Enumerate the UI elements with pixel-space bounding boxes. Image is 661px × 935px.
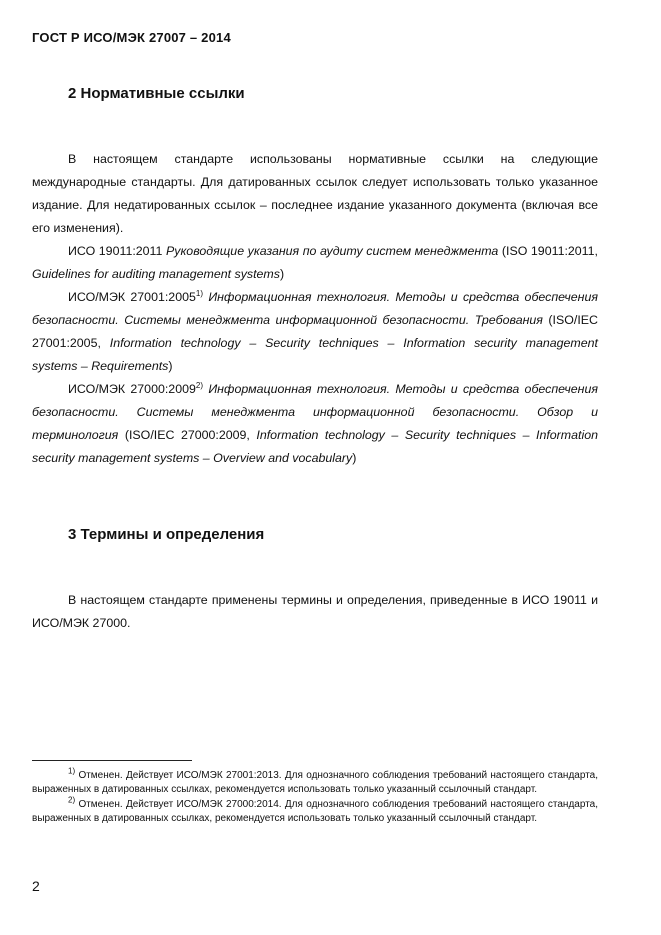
footnote-1 xyxy=(32,766,598,797)
footnote-mark: 1) xyxy=(195,288,203,298)
ref-code: ИСО 19011:2011 xyxy=(68,244,163,258)
ref-code-en: (ISO/IEC 27001:2005, xyxy=(32,313,598,350)
normative-reference-iso-27001 xyxy=(32,286,598,378)
ref-close: ) xyxy=(352,451,357,465)
ref-title-en: Information technology – Security techniques – Information security management systems – Overview and vocabulary xyxy=(32,428,598,465)
footnote-2-mark: 2) xyxy=(68,795,76,805)
normative-reference-iso-27000 xyxy=(32,378,598,470)
footnote-1-mark: 1) xyxy=(68,766,76,776)
ref-close: ) xyxy=(168,359,173,373)
footnote-separator xyxy=(32,760,192,761)
footnote-2-text: Отменен. Действует ИСО/МЭК 27000:2014. Для однозначного соблюдения требований настоящего стандарта, выраженных в датированных ссылках, рекомендуется использовать только указанный ссылочный стандарт. xyxy=(32,799,598,824)
footnote-mark: 2) xyxy=(195,380,203,390)
footnote-1-text: Отменен. Действует ИСО/МЭК 27001:2013. Для однозначного соблюдения требований настоящего стандарта, выраженных в датированных ссылках, рекомендуется использовать только указанный ссылочный стандарт. xyxy=(32,770,598,795)
section-3-body xyxy=(32,589,598,635)
ref-code-en: (ISO 19011:2011, xyxy=(501,244,598,258)
section-2-heading: 2 Нормативные ссылки xyxy=(68,85,245,102)
ref-code-en: (ISO/IEC 27000:2009, xyxy=(124,428,250,442)
ref-title-ru: Руководящие указания по аудиту систем менеджмента xyxy=(166,244,499,258)
ref-close: ) xyxy=(279,267,285,281)
ref-title-ru: Информационная технология. Методы и средства обеспечения безопасности. Системы менеджмента информационной безопасности. Требования xyxy=(32,290,599,327)
normative-reference-iso-19011 xyxy=(32,240,598,286)
page-number: 2 xyxy=(32,878,40,894)
ref-title-en: Guidelines for auditing management systems xyxy=(32,267,280,281)
document-header: ГОСТ Р ИСО/МЭК 27007 – 2014 xyxy=(32,30,231,45)
section-3-text: В настоящем стандарте применены термины и определения, приведенные в ИСО 19011 и ИСО/МЭК 27000. xyxy=(32,593,598,630)
section-2-body xyxy=(32,148,598,470)
footnote-2 xyxy=(32,795,598,826)
ref-title-en: Information technology – Security techniques – Information security management systems – Requirements xyxy=(32,336,598,373)
footnotes xyxy=(32,766,598,826)
ref-code: ИСО/МЭК 27000:2009 xyxy=(68,382,196,396)
ref-code: ИСО/МЭК 27001:2005 xyxy=(68,290,196,304)
section-3-heading: 3 Термины и определения xyxy=(68,526,265,543)
ref-title-ru: Информационная технология. Методы и средства обеспечения безопасности. Системы менеджмента информационной безопасности. Обзор и терминология xyxy=(32,382,599,442)
section-2-intro: В настоящем стандарте использованы нормативные ссылки на следующие международные стандарты. Для датированных ссылок следует использовать только указанное издание. Для недатированных ссылок – последнее издание указанного документа (включая все его изменения). xyxy=(32,152,598,235)
